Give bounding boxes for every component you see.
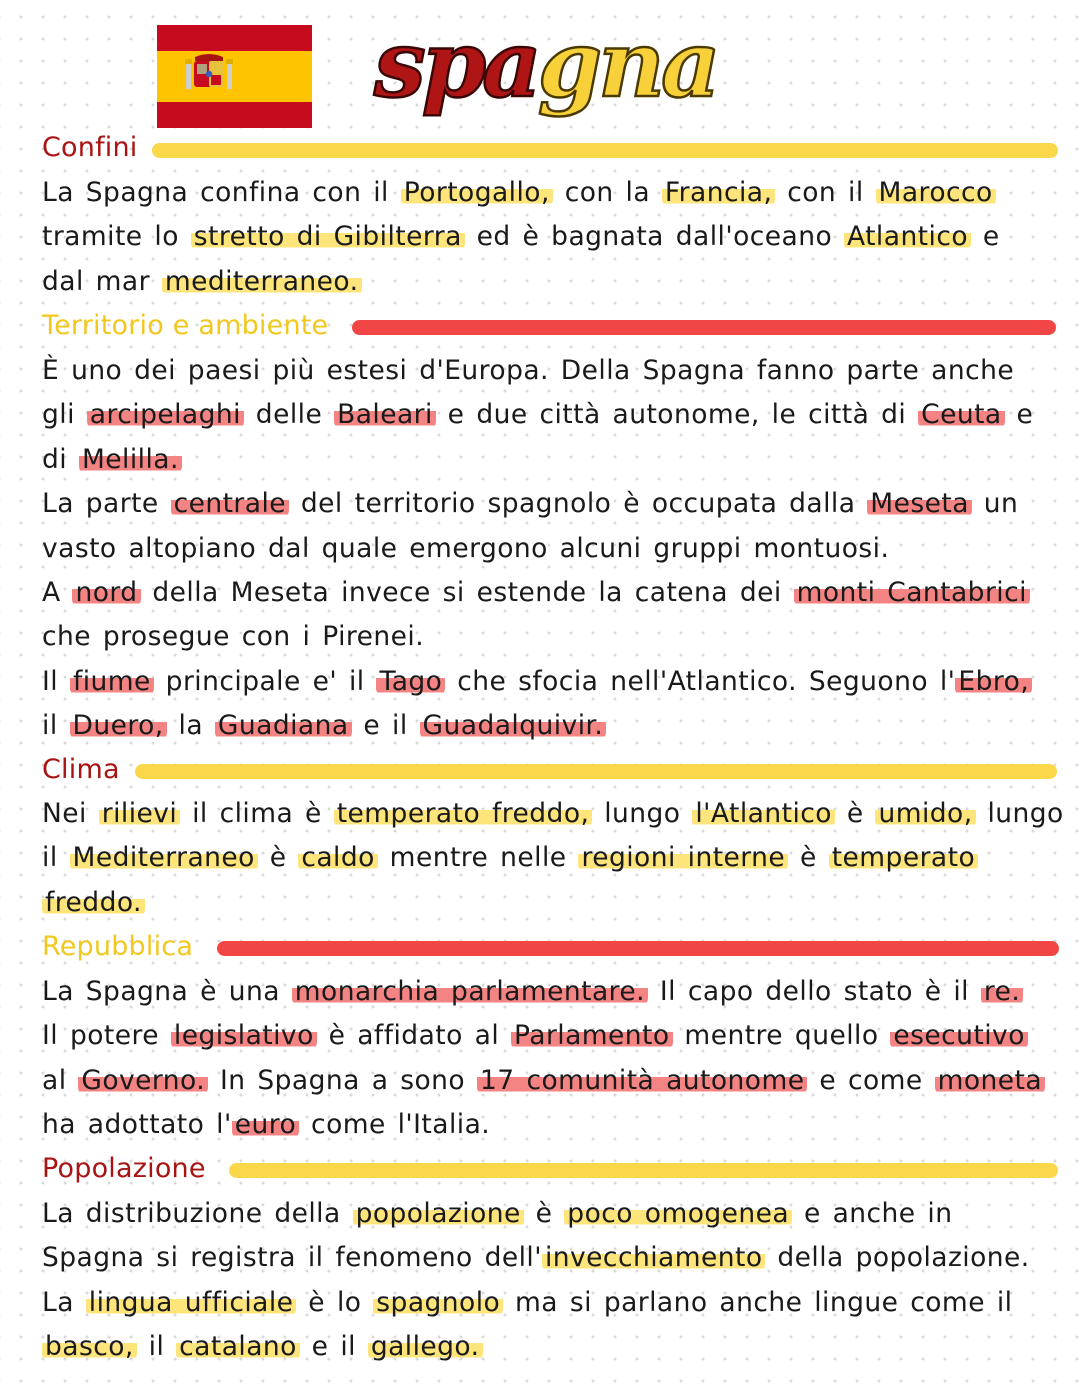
highlight-yellow: temperato freddo, xyxy=(334,798,593,829)
text-segment: e xyxy=(971,221,1000,253)
text-segment: La xyxy=(42,1286,86,1318)
highlight-yellow: basco, xyxy=(42,1331,137,1362)
text-segment: ed è bagnata dall'oceano xyxy=(464,221,844,253)
highlight-yellow: Marocco xyxy=(876,177,996,208)
highlight-red: arcipelaghi xyxy=(87,399,244,430)
page-title xyxy=(368,0,718,140)
text-segment: ma si parlano anche lingue come il xyxy=(503,1286,1013,1318)
heading-popolazione-row xyxy=(42,1149,206,1189)
text-line xyxy=(42,1014,1052,1058)
text-segment: vasto altopiano dal quale emergono alcuni gruppi montuosi. xyxy=(42,532,890,564)
highlight-red: Guadiana xyxy=(215,710,352,741)
highlight-yellow: umido, xyxy=(875,798,975,829)
highlight-yellow: popolazione xyxy=(353,1198,524,1229)
highlight-red: Tago xyxy=(376,666,445,697)
text-segment: è xyxy=(834,798,876,829)
text-line xyxy=(42,1236,1052,1280)
heading-clima-row xyxy=(42,750,120,790)
text-segment: La parte xyxy=(42,488,171,520)
highlight-yellow: Portogallo, xyxy=(401,177,553,208)
text-segment: Il potere xyxy=(42,1020,171,1052)
highlight-red: Guadalquivir. xyxy=(420,710,607,741)
text-line xyxy=(42,1281,1052,1325)
text-segment: La Spagna confina con il xyxy=(42,177,401,208)
highlight-red: fiume xyxy=(70,666,154,697)
highlight-yellow: lingua ufficiale xyxy=(86,1287,297,1318)
highlight-yellow: gallego. xyxy=(368,1331,483,1362)
text-line xyxy=(42,1325,1052,1369)
text-line xyxy=(42,527,1052,571)
divider-repubblica xyxy=(217,941,1059,956)
heading-confini-row xyxy=(42,128,138,168)
text-segment: come l'Italia. xyxy=(299,1109,491,1141)
divider-clima xyxy=(135,764,1057,779)
text-segment: il xyxy=(136,1331,177,1363)
highlight-red: legislativo xyxy=(171,1020,317,1051)
heading-confini: Confini xyxy=(42,132,138,163)
paragraph-clima xyxy=(42,792,1064,925)
highlight-yellow: temperato xyxy=(829,842,978,873)
text-segment: il xyxy=(42,710,70,742)
text-segment: e il xyxy=(299,1331,368,1363)
highlight-yellow: Mediterraneo xyxy=(70,842,258,873)
text-line xyxy=(42,660,1052,704)
text-line xyxy=(42,1192,1052,1236)
highlight-red: Parlamento xyxy=(511,1020,673,1051)
text-segment: ha adottato l' xyxy=(42,1109,232,1141)
highlight-red: Ceuta xyxy=(918,399,1004,430)
text-segment: e due città autonome, le città di xyxy=(435,399,919,431)
heading-territorio-row xyxy=(42,306,328,346)
divider-confini xyxy=(152,143,1058,158)
text-segment: La distribuzione della xyxy=(42,1198,353,1229)
text-segment: un xyxy=(971,488,1019,520)
highlight-red: Ebro, xyxy=(955,666,1032,697)
text-line xyxy=(42,393,1052,437)
paragraph-popolazione xyxy=(42,1192,1052,1370)
highlight-red: Baleari xyxy=(334,399,436,430)
text-line xyxy=(42,171,1052,215)
text-line xyxy=(42,704,1052,748)
highlight-red: centrale xyxy=(171,488,289,519)
text-line xyxy=(42,970,1052,1014)
text-segment: il xyxy=(42,842,70,874)
paragraph-repubblica xyxy=(42,970,1052,1148)
text-segment: è xyxy=(788,842,829,874)
spain-flag-icon xyxy=(157,25,312,128)
highlight-red: euro xyxy=(232,1109,299,1140)
text-line xyxy=(42,1059,1052,1103)
highlight-yellow: regioni interne xyxy=(578,842,788,873)
text-segment: principale e' il xyxy=(153,665,377,697)
highlight-red: Governo. xyxy=(78,1065,208,1096)
text-line xyxy=(42,571,1052,615)
paragraph-territorio xyxy=(42,349,1052,749)
text-segment: La Spagna è una xyxy=(42,976,292,1007)
heading-repubblica-row xyxy=(42,927,193,967)
text-segment: che sfocia nell'Atlantico. Seguono l' xyxy=(445,665,956,697)
text-line xyxy=(42,792,1064,836)
text-segment: e il xyxy=(351,710,420,742)
text-segment: Il capo dello stato è il xyxy=(648,976,981,1007)
text-line xyxy=(42,615,1052,659)
text-segment: della popolazione. xyxy=(765,1242,1030,1274)
text-segment: con il xyxy=(775,177,876,208)
highlight-red: monarchia parlamentare. xyxy=(292,976,648,1007)
text-line xyxy=(42,215,1052,259)
heading-repubblica: Repubblica xyxy=(42,931,194,962)
text-segment: È uno dei paesi più estesi d'Europa. Della Spagna fanno parte anche xyxy=(42,355,1015,386)
text-segment: e come xyxy=(807,1064,935,1096)
text-line xyxy=(42,349,1052,393)
heading-clima: Clima xyxy=(42,754,120,785)
text-line xyxy=(42,438,1052,482)
text-line xyxy=(42,482,1052,526)
highlight-yellow: poco omogenea xyxy=(564,1198,792,1229)
text-segment: lungo xyxy=(592,798,693,829)
text-segment: è xyxy=(523,1198,565,1229)
text-segment: lungo xyxy=(975,798,1064,829)
text-segment: e anche in xyxy=(792,1198,953,1229)
text-segment: è lo xyxy=(296,1286,374,1318)
text-segment: dal mar xyxy=(42,265,162,297)
text-segment: del territorio spagnolo è occupata dalla xyxy=(289,488,868,520)
highlight-red: 17 comunità autonome xyxy=(477,1065,808,1096)
text-segment: è xyxy=(257,842,299,874)
text-segment: mentre quello xyxy=(672,1020,891,1052)
text-segment: che prosegue con i Pirenei. xyxy=(42,621,425,653)
text-segment: con la xyxy=(552,177,662,208)
text-segment: gli xyxy=(42,399,87,431)
text-segment: A xyxy=(42,576,73,608)
text-segment: delle xyxy=(243,399,335,431)
text-segment: di xyxy=(42,443,79,475)
heading-popolazione: Popolazione xyxy=(42,1153,206,1184)
text-segment: tramite lo xyxy=(42,221,191,253)
text-line xyxy=(42,836,1052,880)
highlight-red: re. xyxy=(981,976,1023,1007)
highlight-red: nord xyxy=(72,577,140,608)
highlight-yellow: freddo. xyxy=(42,887,145,918)
text-segment: e xyxy=(1004,399,1034,431)
text-segment: il clima è xyxy=(180,798,334,829)
text-segment: è affidato al xyxy=(316,1020,512,1052)
highlight-red: Duero, xyxy=(70,710,167,741)
text-line xyxy=(42,1103,1052,1147)
text-segment: al xyxy=(42,1064,79,1096)
highlight-red: Melilla. xyxy=(79,444,182,475)
highlight-red: esecutivo xyxy=(890,1020,1027,1051)
divider-territorio xyxy=(352,320,1056,335)
highlight-yellow: stretto di Gibilterra xyxy=(191,221,465,252)
heading-territorio: Territorio e ambiente xyxy=(42,310,329,341)
text-line xyxy=(42,260,1052,304)
title-text: spagna xyxy=(374,10,717,118)
text-segment: Nei xyxy=(42,798,99,829)
text-segment: della Meseta invece si estende la catena dei xyxy=(140,576,794,608)
highlight-yellow: mediterraneo. xyxy=(162,266,362,297)
highlight-red: monti Cantabrici xyxy=(794,577,1030,608)
highlight-yellow: catalano xyxy=(176,1331,300,1362)
text-segment: Spagna si registra il fenomeno dell' xyxy=(42,1242,542,1274)
text-segment: Il xyxy=(42,665,70,697)
highlight-yellow: caldo xyxy=(298,842,377,873)
highlight-yellow: spagnolo xyxy=(373,1287,503,1318)
text-segment: In Spagna a sono xyxy=(208,1064,477,1096)
text-line xyxy=(42,881,1052,925)
highlight-red: moneta xyxy=(935,1065,1045,1096)
text-segment: mentre nelle xyxy=(377,842,579,874)
highlight-yellow: l'Atlantico xyxy=(692,798,835,829)
highlight-red: Meseta xyxy=(867,488,972,519)
divider-popolazione xyxy=(229,1163,1058,1178)
highlight-yellow: Francia, xyxy=(662,177,775,208)
paragraph-confini xyxy=(42,171,1052,304)
highlight-yellow: invecchiamento xyxy=(542,1242,766,1273)
highlight-yellow: Atlantico xyxy=(844,221,971,252)
text-segment: la xyxy=(166,710,215,742)
highlight-yellow: rilievi xyxy=(99,798,180,829)
